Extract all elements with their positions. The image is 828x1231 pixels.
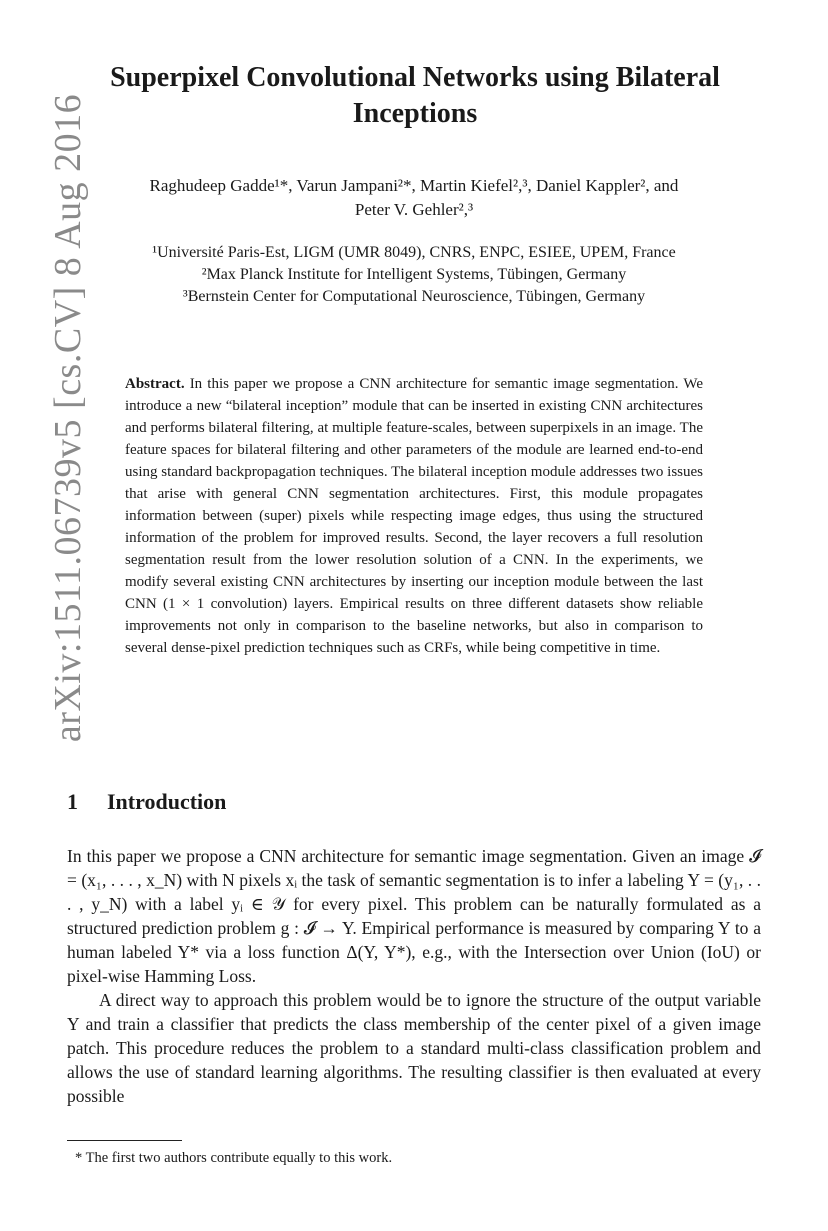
abstract	[125, 373, 703, 659]
authors-line-2: Peter V. Gehler²,³	[354, 200, 474, 219]
authors	[62, 174, 766, 222]
section-number: 1	[67, 789, 78, 814]
abstract-text: In this paper we propose a CNN architecture for semantic image segmentation. We introduce a new “bilateral inception” module that can be inserted in existing CNN architectures and performs bilateral filtering, at multiple feature-scales, between superpixels in an image. The feature spaces for bilateral filtering and other parameters of the module are learned end-to-end using standard backpropagation techniques. The bilateral inception module addresses two issues that arise with general CNN segmentation architectures. First, this module propagates information between (super) pixels while respecting image edges, thus using the structured information of the problem for improved results. Second, the layer recovers a full resolution segmentation result from the lower resolution solution of a CNN. In the experiments, we modify several existing CNN architectures by inserting our inception module between the last CNN (1 × 1 convolution) layers. Empirical results on three different datasets show reliable improvements not only in comparison to the baseline networks, but also in comparison to several dense-pixel prediction techniques such as CRFs, while being competitive in time.	[125, 376, 703, 656]
abstract-label: Abstract.	[125, 376, 185, 392]
section-title: Introduction	[107, 789, 227, 814]
body-text	[67, 844, 761, 1108]
paragraph-2: A direct way to approach this problem would be to ignore the structure of the output variable Y and train a classifier that predicts the class membership of the center pixel of a given image patch. This procedure reduces the problem to a standard multi-class classification problem and allows the use of standard learning algorithms. The resulting classifier is then evaluated at every possible	[67, 990, 761, 1106]
section-heading	[67, 789, 226, 815]
paper-title: Superpixel Convolutional Networks using Bilateral Inceptions	[110, 62, 720, 129]
affiliation-1: ¹Université Paris-Est, LIGM (UMR 8049), CNRS, ENPC, ESIEE, UPEM, France	[152, 244, 676, 261]
affiliation-3: ³Bernstein Center for Computational Neuroscience, Tübingen, Germany	[182, 288, 646, 305]
affiliation-2: ²Max Planck Institute for Intelligent Systems, Tübingen, Germany	[201, 266, 627, 283]
footnote: * The first two authors contribute equally to this work.	[75, 1150, 393, 1166]
authors-line-1: Raghudeep Gadde¹*, Varun Jampani²*, Martin Kiefel²,³, Daniel Kappler², and	[149, 176, 679, 195]
arxiv-side-label: arXiv:1511.06739v5 [cs.CV] 8 Aug 2016	[47, 93, 89, 743]
affiliations	[62, 242, 766, 308]
footnote-rule	[67, 1140, 182, 1141]
paragraph-1: In this paper we propose a CNN architecture for semantic image segmentation. Given an image 𝓘 = (x₁, . . . , x_N) with N pixels xᵢ the task of semantic segmentation is to infer a labeling Y = (y₁, . . . , y_N) with a label yᵢ ∈ 𝒴 for every pixel. This problem can be naturally formulated as a structured prediction problem g : 𝓘 → Y. Empirical performance is measured by comparing Y to a human labeled Y* via a loss function Δ(Y, Y*), e.g., with the Intersection over Union (IoU) or pixel-wise Hamming Loss.	[67, 846, 761, 986]
